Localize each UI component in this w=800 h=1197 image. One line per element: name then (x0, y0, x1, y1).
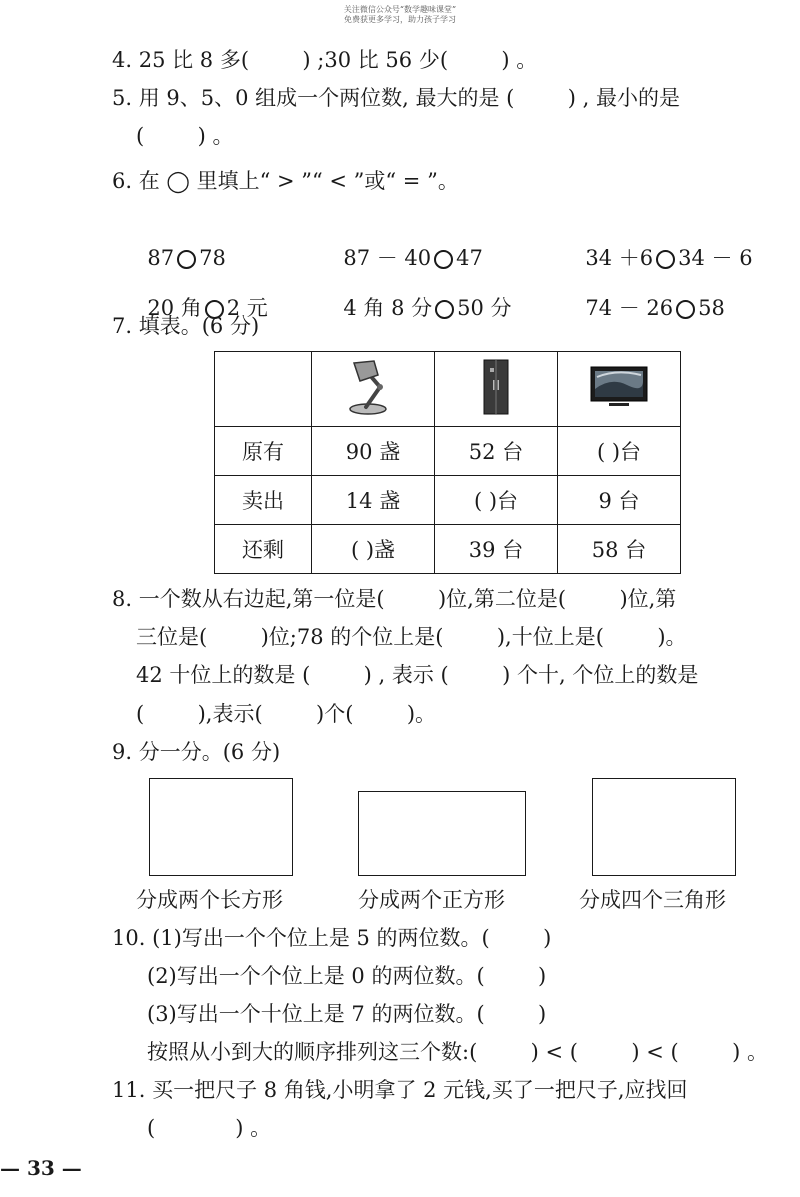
table-cell-blank[interactable]: ( )盏 (312, 525, 435, 574)
question-11-line-1: 11. 买一把尺子 8 角钱,小明拿了 2 元钱,买了一把尺子,应找回 (112, 1078, 688, 1102)
row-label: 卖出 (215, 476, 312, 525)
table-header-row (215, 352, 681, 427)
table-row (215, 427, 681, 476)
compare-circle[interactable] (676, 300, 695, 319)
table-corner-cell (215, 352, 312, 427)
comparison-2 (330, 216, 483, 272)
comparison-left: 87 － 40 (343, 246, 432, 270)
question-11-line-2: ( ) 。 (147, 1116, 272, 1140)
question-9-title: 9. 分一分。(6 分) (112, 740, 281, 764)
comparison-3 (572, 216, 753, 272)
table-header-fridge (435, 352, 558, 427)
comparison-left: 4 角 8 分 (343, 296, 433, 320)
table-cell: 90 盏 (312, 427, 435, 476)
television-icon (587, 363, 651, 411)
comparison-right: 47 (456, 246, 483, 270)
rectangle-shape[interactable] (358, 791, 526, 876)
shape-caption-3: 分成四个三角形 (579, 888, 726, 912)
comparison-left: 20 角 (147, 296, 202, 320)
question-10-part-2: (2)写出一个个位上是 0 的两位数。( ) (147, 964, 547, 988)
comparison-left: 74 － 26 (585, 296, 674, 320)
table-header-tv (558, 352, 681, 427)
question-10-order: 按照从小到大的顺序排列这三个数:( ) < ( ) < ( ) 。 (147, 1040, 769, 1064)
comparison-right: 50 分 (457, 296, 512, 320)
comparison-right: 78 (199, 246, 226, 270)
shape-caption-1: 分成两个长方形 (136, 888, 283, 912)
question-8-line-3: 42 十位上的数是 ( ) , 表示 ( ) 个十, 个位上的数是 (136, 663, 699, 687)
table-cell: 58 台 (558, 525, 681, 574)
table-cell: 14 盏 (312, 476, 435, 525)
table-row (215, 525, 681, 574)
question-6-title: 6. 在 ◯ 里填上“ > ”“ < ”或“ = ”。 (112, 169, 459, 193)
question-8-line-2: 三位是( )位;78 的个位上是( ),十位上是( )。 (136, 625, 687, 649)
rectangle-shape[interactable] (592, 778, 736, 876)
question-5-continued: ( ) 。 (136, 124, 234, 148)
table-row (215, 476, 681, 525)
rectangle-shape[interactable] (149, 778, 293, 876)
table-cell: 52 台 (435, 427, 558, 476)
question-10-part-1: 10. (1)写出一个个位上是 5 的两位数。( ) (112, 926, 552, 950)
question-10-part-3: (3)写出一个十位上是 7 的两位数。( ) (147, 1002, 547, 1026)
fill-table (214, 351, 681, 574)
header-line-2: 免费获更多学习，助力孩子学习 (344, 15, 456, 24)
table-cell-blank[interactable]: ( )台 (558, 427, 681, 476)
compare-circle[interactable] (435, 300, 454, 319)
comparison-right: 2 元 (226, 296, 268, 320)
comparison-left: 87 (147, 246, 175, 270)
comparison-left: 34 ＋6 (585, 246, 654, 270)
comparison-right: 58 (698, 296, 725, 320)
page-number: — 33 — (0, 1156, 82, 1180)
table-header-lamp (312, 352, 435, 427)
row-label: 原有 (215, 427, 312, 476)
lamp-icon (340, 357, 406, 417)
question-8-line-4: ( ),表示( )个( )。 (136, 702, 437, 726)
table-cell: 39 台 (435, 525, 558, 574)
question-4: 4. 25 比 8 多( ) ;30 比 56 少( ) 。 (112, 48, 538, 72)
table-cell: 9 台 (558, 476, 681, 525)
comparison-1 (134, 216, 226, 272)
table-cell-blank[interactable]: ( )台 (435, 476, 558, 525)
header-line-1: 关注微信公众号“数学趣味课堂” (343, 5, 457, 14)
refrigerator-icon (476, 358, 516, 416)
comparison-6 (572, 266, 725, 322)
row-label: 还剩 (215, 525, 312, 574)
question-5: 5. 用 9、5、0 组成一个两位数, 最大的是 ( ) , 最小的是 (112, 86, 680, 110)
shape-caption-2: 分成两个正方形 (358, 888, 505, 912)
question-8-line-1: 8. 一个数从右边起,第一位是( )位,第二位是( )位,第 (112, 587, 677, 611)
comparison-5 (330, 266, 512, 322)
comparison-right: 34 － 6 (678, 246, 753, 270)
question-7-title: 7. 填表。(6 分) (112, 314, 260, 338)
